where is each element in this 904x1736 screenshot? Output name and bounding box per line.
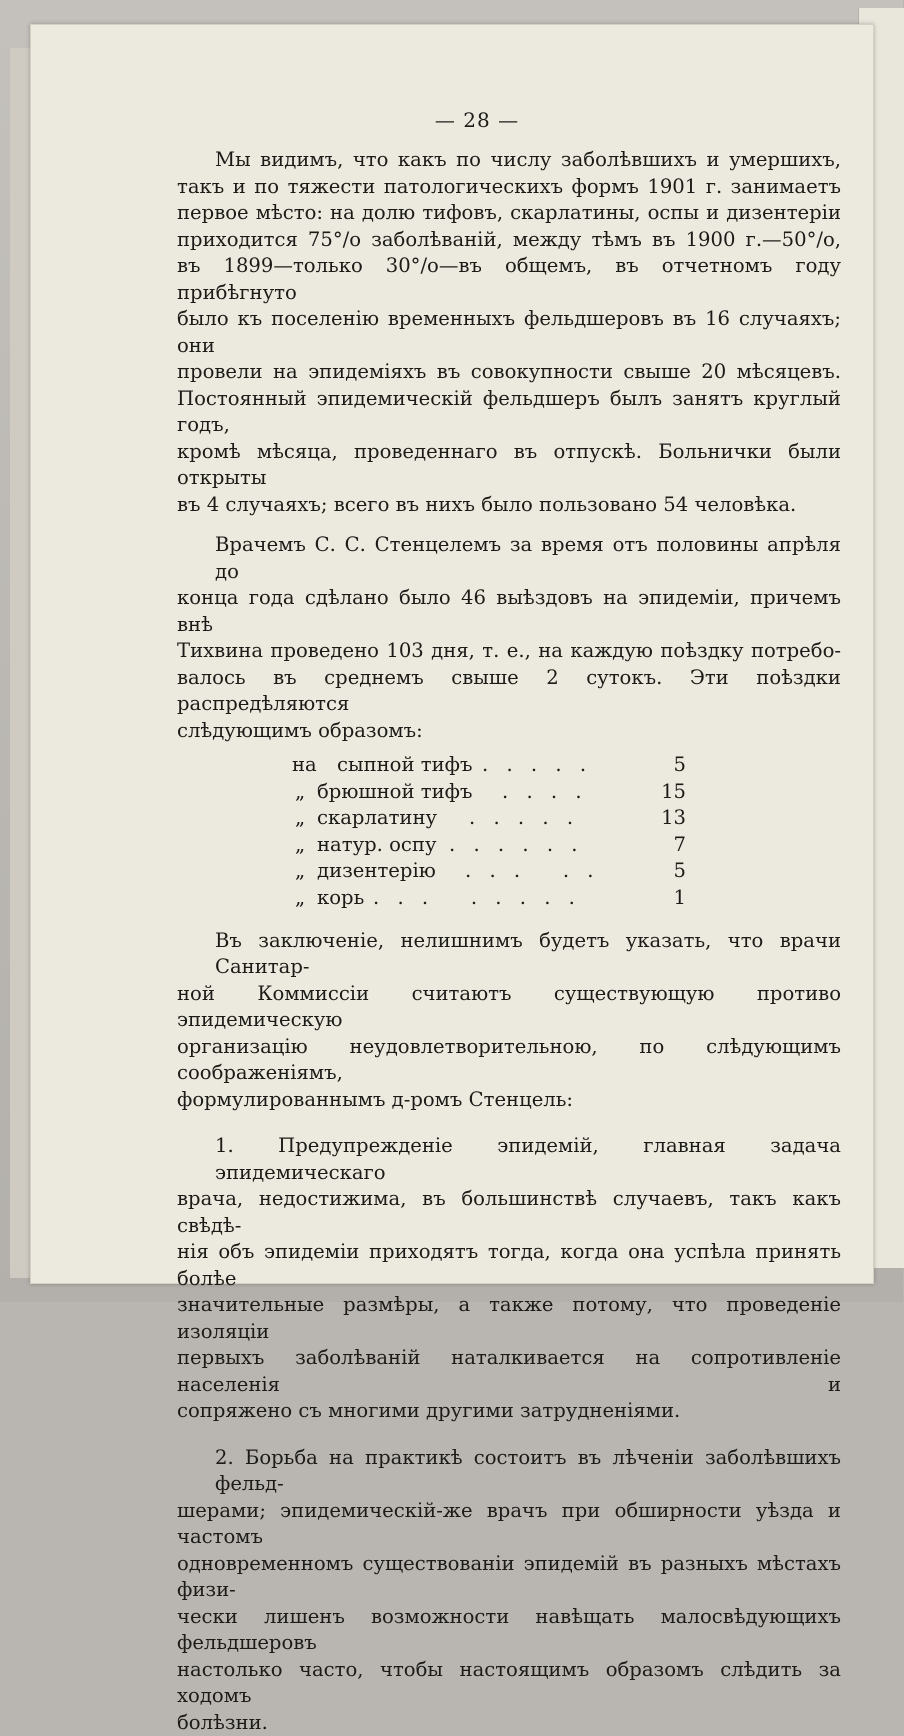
list-item-leader-dots: . . . . . . bbox=[449, 832, 584, 856]
text-line: было къ поселенію временныхъ фельдшеровъ въ 16 случаяхъ; они bbox=[177, 307, 841, 357]
text-line: конца года сдѣлано было 46 выѣздовъ на эпидеміи, причемъ внѣ bbox=[177, 586, 841, 636]
text-line: организацію неудовлетворительною, по слѣдующимъ соображеніямъ, bbox=[177, 1034, 841, 1085]
text-line: Въ заключеніе, нелишнимъ будетъ указать, что врачи Санитар- bbox=[215, 928, 841, 979]
list-item-leader-dots: . . . . . bbox=[469, 806, 580, 830]
list-item bbox=[177, 885, 841, 912]
list-item-count: 13 bbox=[661, 806, 686, 830]
text-line: кромѣ мѣсяца, проведеннаго въ отпускѣ. Больнички были открыты bbox=[177, 439, 841, 489]
page-text bbox=[177, 109, 841, 1736]
list-item-count: 5 bbox=[673, 859, 686, 883]
list-item bbox=[177, 858, 841, 885]
paragraph-point-2 bbox=[177, 1445, 841, 1736]
list-item-disease: натур. оспу bbox=[317, 832, 437, 856]
text-line: одновременномъ существованіи эпидемій въ разныхъ мѣстахъ физи- bbox=[177, 1551, 841, 1602]
text-line: Врачемъ С. С. Стенцелемъ за время отъ половины апрѣля до bbox=[215, 533, 841, 583]
list-item-disease: дизентерію bbox=[317, 859, 436, 883]
text-line: въ 4 случаяхъ; всего въ нихъ было пользовано 54 человѣка. bbox=[177, 492, 797, 516]
list-item-leader-dots: . . . . . bbox=[482, 753, 593, 776]
text-line: Мы видимъ, что какъ по числу заболѣвшихъ и умершихъ, bbox=[215, 148, 841, 171]
text-line: формулированнымъ д-ромъ Стенцель: bbox=[177, 1087, 574, 1111]
list-item bbox=[177, 779, 841, 806]
list-item-leader-dots: . . . . . bbox=[465, 859, 600, 883]
list-item-disease: сыпной тифъ bbox=[337, 753, 473, 776]
text-line: такъ и по тяжести патологическихъ формъ 1901 г. занимаетъ bbox=[177, 174, 841, 198]
list-item-disease: корь bbox=[317, 885, 365, 909]
list-item-prefix: „ bbox=[295, 859, 306, 883]
paragraph-conclusion bbox=[177, 928, 841, 1114]
list-item bbox=[177, 752, 841, 779]
text-line: настолько часто, чтобы настоящимъ образомъ слѣдить за ходомъ bbox=[177, 1657, 841, 1708]
list-item-disease: брюшной тифъ bbox=[317, 779, 473, 803]
text-line: Тихвина проведено 103 дня, т. е., на каждую поѣздку потребо- bbox=[177, 639, 841, 662]
list-item-count: 15 bbox=[661, 779, 686, 803]
list-item-count: 5 bbox=[673, 753, 686, 776]
list-item-prefix: „ bbox=[295, 885, 306, 909]
page-number: — 28 — bbox=[434, 108, 520, 132]
paragraph-epidemic-summary bbox=[177, 147, 841, 518]
list-item bbox=[177, 832, 841, 859]
list-item-prefix: на bbox=[292, 753, 317, 776]
paragraph-doctor-trips bbox=[177, 532, 841, 744]
text-line: сопряжено съ многими другими затрудненіями. bbox=[177, 1399, 681, 1423]
book-page bbox=[30, 24, 874, 1734]
text-line: Постоянный эпидемическій фельдшеръ былъ занятъ круглый годъ, bbox=[177, 386, 841, 436]
list-item bbox=[177, 805, 841, 832]
trips-by-disease-list bbox=[177, 752, 841, 912]
text-line: значительные размѣры, а также потому, что проведеніе изоляціи bbox=[177, 1293, 841, 1343]
list-item-prefix: „ bbox=[295, 806, 306, 830]
text-line: первыхъ заболѣваній наталкивается на сопротивленіе населенія и bbox=[177, 1346, 841, 1396]
text-line: болѣзни. bbox=[177, 1710, 268, 1734]
text-line: 1. Предупрежденіе эпидемій, главная задача эпидемическаго bbox=[215, 1134, 841, 1184]
text-line: 2. Борьба на практикѣ состоитъ въ лѣченіи заболѣвшихъ фельд- bbox=[215, 1445, 841, 1496]
list-item-prefix: „ bbox=[295, 832, 306, 856]
text-line: провели на эпидеміяхъ въ совокупности свыше 20 мѣсяцевъ. bbox=[177, 360, 841, 383]
text-line: приходится 75°/o заболѣваній, между тѣмъ въ 1900 г.—50°/o, bbox=[177, 227, 841, 251]
list-item-leader-dots: . . . . bbox=[502, 779, 588, 803]
list-item-disease: скарлатину bbox=[317, 806, 438, 830]
text-line: въ 1899—только 30°/o—въ общемъ, въ отчетномъ году прибѣгнуто bbox=[177, 254, 841, 304]
list-item-count: 1 bbox=[673, 885, 686, 909]
list-item-prefix: „ bbox=[295, 779, 306, 803]
text-line: врача, недостижима, въ большинствѣ случаевъ, такъ какъ свѣдѣ- bbox=[177, 1187, 841, 1237]
text-line: слѣдующимъ образомъ: bbox=[177, 718, 423, 742]
text-line: валось въ среднемъ свыше 2 сутокъ. Эти поѣздки распредѣляются bbox=[177, 665, 841, 715]
text-line: ной Коммиссіи считаютъ существующую противо эпидемическую bbox=[177, 981, 841, 1032]
text-line: нія объ эпидеміи приходятъ тогда, когда она успѣла принять болѣе bbox=[177, 1240, 841, 1290]
text-line: шерами; эпидемическій-же врачъ при обширности уѣзда и частомъ bbox=[177, 1498, 841, 1549]
list-item-count: 7 bbox=[673, 832, 686, 856]
list-item-leader-dots: . . . . . . . . bbox=[373, 885, 581, 909]
text-line: первое мѣсто: на долю тифовъ, скарлатины, оспы и дизентеріи bbox=[177, 201, 841, 224]
text-line: чески лишенъ возможности навѣщать малосвѣдующихъ фельдшеровъ bbox=[177, 1604, 841, 1655]
paragraph-point-1 bbox=[177, 1133, 841, 1425]
